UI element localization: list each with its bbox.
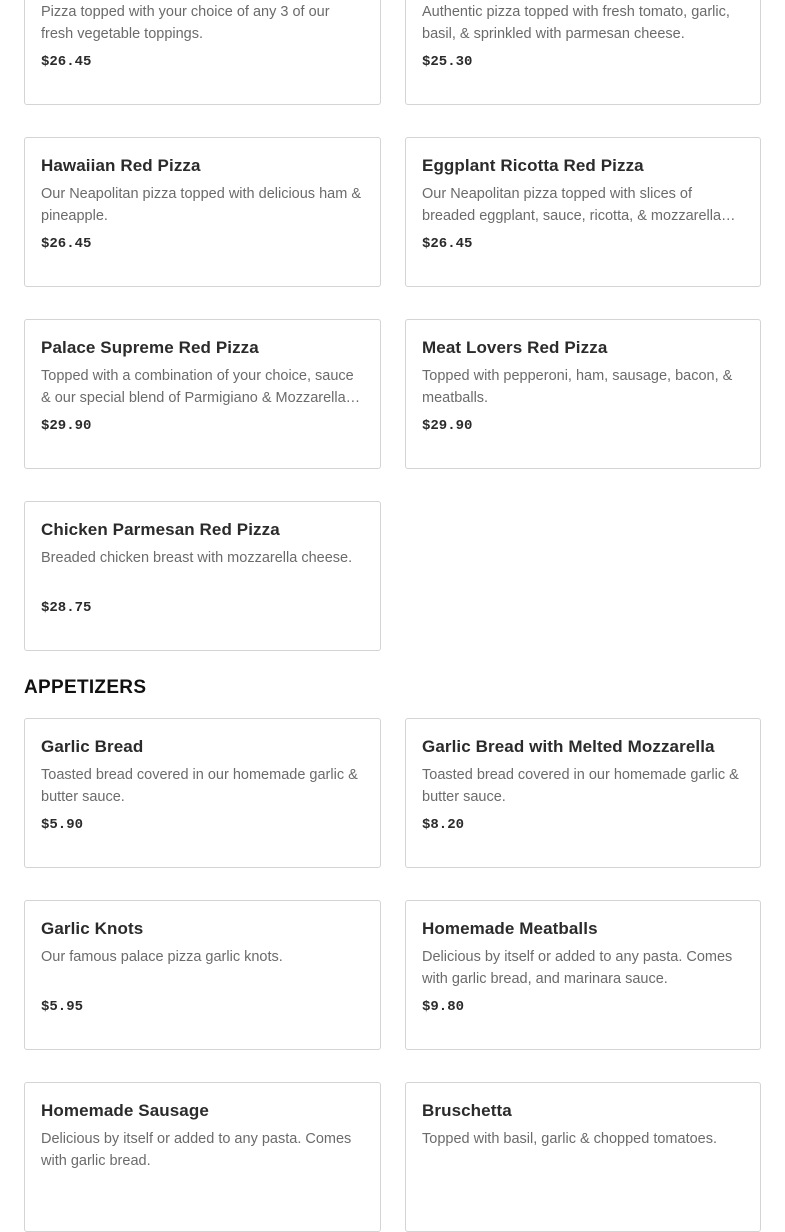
item-price: $25.30: [422, 54, 473, 70]
section-title-appetizers: APPETIZERS: [24, 677, 147, 698]
item-name: Palace Supreme Red Pizza: [41, 338, 259, 357]
menu-item-card[interactable]: [24, 137, 381, 287]
item-description: Pizza topped with your choice of any 3 of our fresh vegetable toppings.: [41, 4, 330, 42]
menu-item-card[interactable]: [405, 0, 761, 105]
item-price: $29.90: [422, 418, 473, 434]
item-description: Delicious by itself or added to any pasta. Comes with garlic bread, and marinara sauce.: [422, 949, 733, 987]
item-name: Garlic Bread with Melted Mozzarella: [422, 737, 715, 756]
menu-item-card[interactable]: [24, 319, 381, 469]
item-name: Meat Lovers Red Pizza: [422, 338, 608, 357]
pizza-grid: [24, 0, 785, 651]
menu-item-card[interactable]: [24, 0, 381, 105]
item-price: $9.80: [422, 999, 465, 1015]
item-name: Garlic Bread: [41, 737, 144, 756]
item-name: Garlic Knots: [41, 919, 144, 938]
item-name: Homemade Sausage: [41, 1101, 209, 1120]
item-description: Toasted bread covered in our homemade garlic & butter sauce.: [41, 767, 358, 805]
item-description: Toasted bread covered in our homemade garlic & butter sauce.: [422, 767, 739, 805]
item-description: Our Neapolitan pizza topped with slices of breaded eggplant, sauce, ricotta, & mozzarella: [422, 186, 722, 224]
item-price: $8.20: [422, 817, 465, 833]
item-name: Bruschetta: [422, 1101, 512, 1120]
item-name: Homemade Meatballs: [422, 919, 598, 938]
item-price: $28.75: [41, 600, 92, 616]
menu-item-card[interactable]: [405, 900, 761, 1050]
menu-item-card[interactable]: [24, 1082, 381, 1232]
item-description: Authentic pizza topped with fresh tomato, garlic, basil, & sprinkled with parmesan cheese.: [422, 4, 730, 42]
item-description: Topped with pepperoni, ham, sausage, bacon, & meatballs.: [422, 368, 733, 406]
item-description: Delicious by itself or added to any pasta. Comes with garlic bread.: [41, 1131, 352, 1169]
menu-item-card[interactable]: [24, 501, 381, 651]
item-price: $5.90: [41, 817, 84, 833]
menu-item-card[interactable]: [24, 900, 381, 1050]
item-price: $26.45: [41, 236, 92, 252]
item-description: Our famous palace pizza garlic knots.: [41, 949, 283, 965]
menu-item-card[interactable]: [24, 718, 381, 868]
item-price: $26.45: [41, 54, 92, 70]
appetizers-grid: [24, 718, 785, 1232]
item-price: $29.90: [41, 418, 92, 434]
menu-item-card[interactable]: [405, 718, 761, 868]
item-name: Chicken Parmesan Red Pizza: [41, 520, 280, 539]
item-price: $26.45: [422, 236, 473, 252]
item-name: Hawaiian Red Pizza: [41, 156, 201, 175]
item-description: Topped with basil, garlic & chopped tomatoes.: [422, 1131, 718, 1147]
item-description: Our Neapolitan pizza topped with delicious ham & pineapple.: [41, 186, 361, 224]
item-description: Topped with a combination of your choice, sauce & our special blend of Parmigiano & Mozzarella: [41, 368, 354, 406]
menu-item-card[interactable]: [405, 319, 761, 469]
item-name: Eggplant Ricotta Red Pizza: [422, 156, 644, 175]
menu-item-card[interactable]: [405, 1082, 761, 1232]
item-price: $5.95: [41, 999, 84, 1015]
item-description: Breaded chicken breast with mozzarella cheese.: [41, 550, 353, 566]
menu-item-card[interactable]: [405, 137, 761, 287]
